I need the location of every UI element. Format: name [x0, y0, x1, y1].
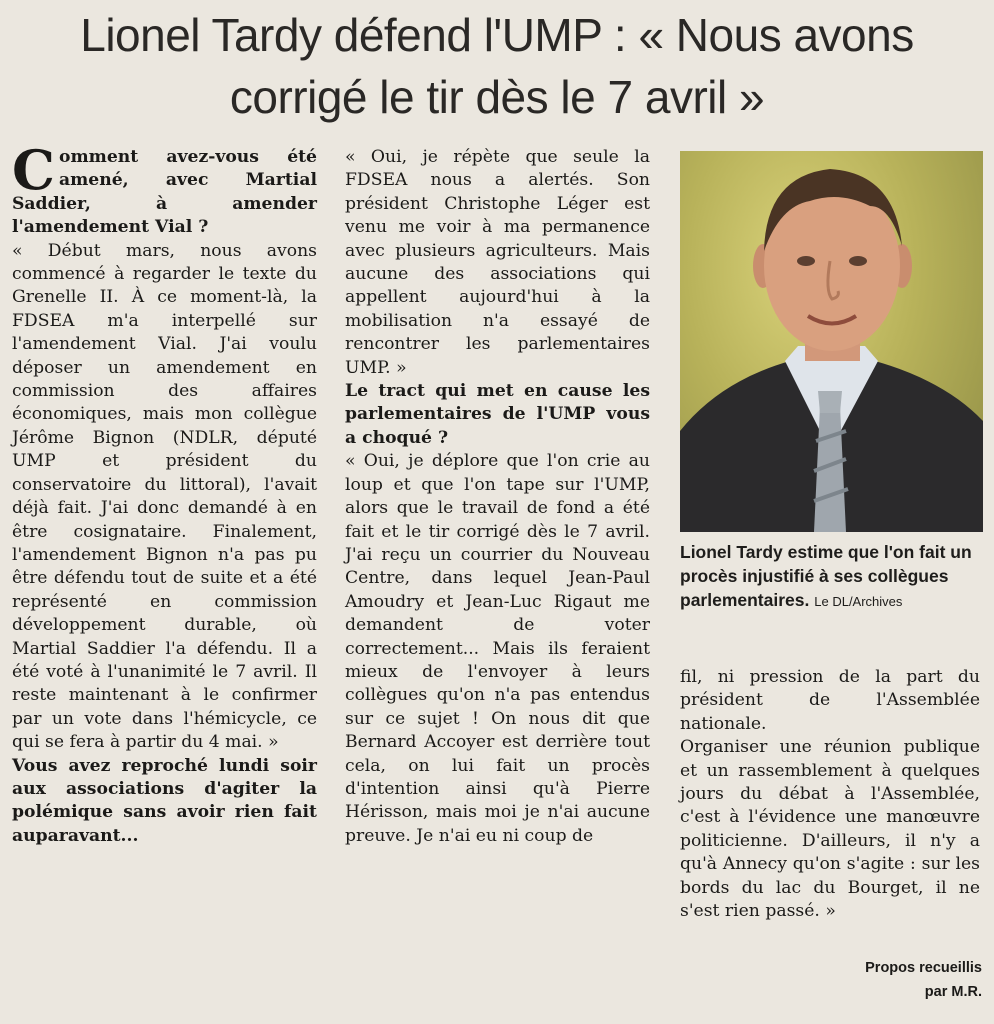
byline: [782, 956, 982, 1004]
article-title: Lionel Tardy défend l'UMP : « Nous avons corrigé le tir dès le 7 avril »: [80, 9, 914, 123]
photo-credit: Le DL/Archives: [814, 594, 903, 609]
photo-caption: [680, 540, 985, 614]
byline-line-2: par M.R.: [924, 984, 982, 1000]
question-1: [12, 138, 317, 240]
answer-2: « Oui, je répète que seule la FDSEA nous a alertés. Son président Christophe Léger est venu me voir à ma permanence avec plusieurs agriculteurs. Mais aucune des associations qui appellent aujourd'hui à la mobilisation n'a essayé de rencontrer les parlementaires UMP. »: [345, 147, 650, 378]
answer-1: « Début mars, nous avons commencé à regarder le texte du Grenelle II. À ce moment-là, la FDSEA m'a interpellé sur l'amendement Vial. J'ai voulu déposer un amendement en commission des affaires économiques, mais mon collègue Jérôme Bignon (NDLR, député UMP et président du conservatoire du littoral), l'avait déjà fait. J'ai donc demandé à en être cosignataire. Finalement, l'amendement Bignon n'a pas pu être défendu tout de suite et a été représenté en commission développement durable, où Martial Saddier l'a défendu. Il a été voté à l'unanimité le 7 avril. Il reste maintenant à le confirmer par un vote dans l'hémicycle, ce qui se fera à partir du 4 mai. »: [12, 240, 317, 753]
portrait-illustration: [680, 151, 983, 532]
question-3: Le tract qui met en cause les parlementaires de l'UMP vous a choqué ?: [345, 381, 650, 448]
question-1-text: omment avez-vous été amené, avec Martial Saddier, à amender l'amendement Vial ?: [12, 147, 317, 238]
answer-3-part-1: « Oui, je déplore que l'on crie au loup et que l'on tape sur l'UMP, alors que le travail de fond a été fait et le tir corrigé dès le 7 avril. J'ai reçu un courrier du Nouveau Centre, dans lequel Jean-Paul Amoudry et Jean-Luc Rigaut me demandent de voter correctement... Mais ils feraient mieux de l'envoyer à leurs collègues qu'on n'a pas entendus sur ce sujet ! On nous dit que Bernard Accoyer est derrière tout cela, on lui fait un procès d'intention ainsi qu'à Pierre Hérisson, mais moi je n'ai aucune preuve. Je n'ai eu ni coup de: [345, 451, 650, 846]
column-2: [345, 146, 650, 848]
drop-cap: C: [12, 138, 55, 202]
answer-3-part-3: Organiser une réunion publique et un rassemblement à quelques jours du débat à l'Assemblée, c'est à l'évidence une manœuvre politicienne. D'ailleurs, il n'y a qu'à Annecy qu'on s'agite : sur les bords du lac du Bourget, il ne s'est rien passé. »: [680, 737, 980, 922]
portrait-photo: [680, 151, 983, 532]
byline-line-1: Propos recueillis: [865, 960, 982, 976]
answer-3-part-2: fil, ni pression de la part du président de l'Assemblée nationale.: [680, 667, 980, 734]
column-3: [680, 666, 980, 923]
question-2: Vous avez reproché lundi soir aux associations d'agiter la polémique sans avoir rien fait auparavant...: [12, 755, 317, 846]
caption-text: Lionel Tardy estime que l'on fait un procès injustifié à ses collègues parlementaires.: [680, 542, 972, 610]
column-1: [12, 138, 317, 848]
